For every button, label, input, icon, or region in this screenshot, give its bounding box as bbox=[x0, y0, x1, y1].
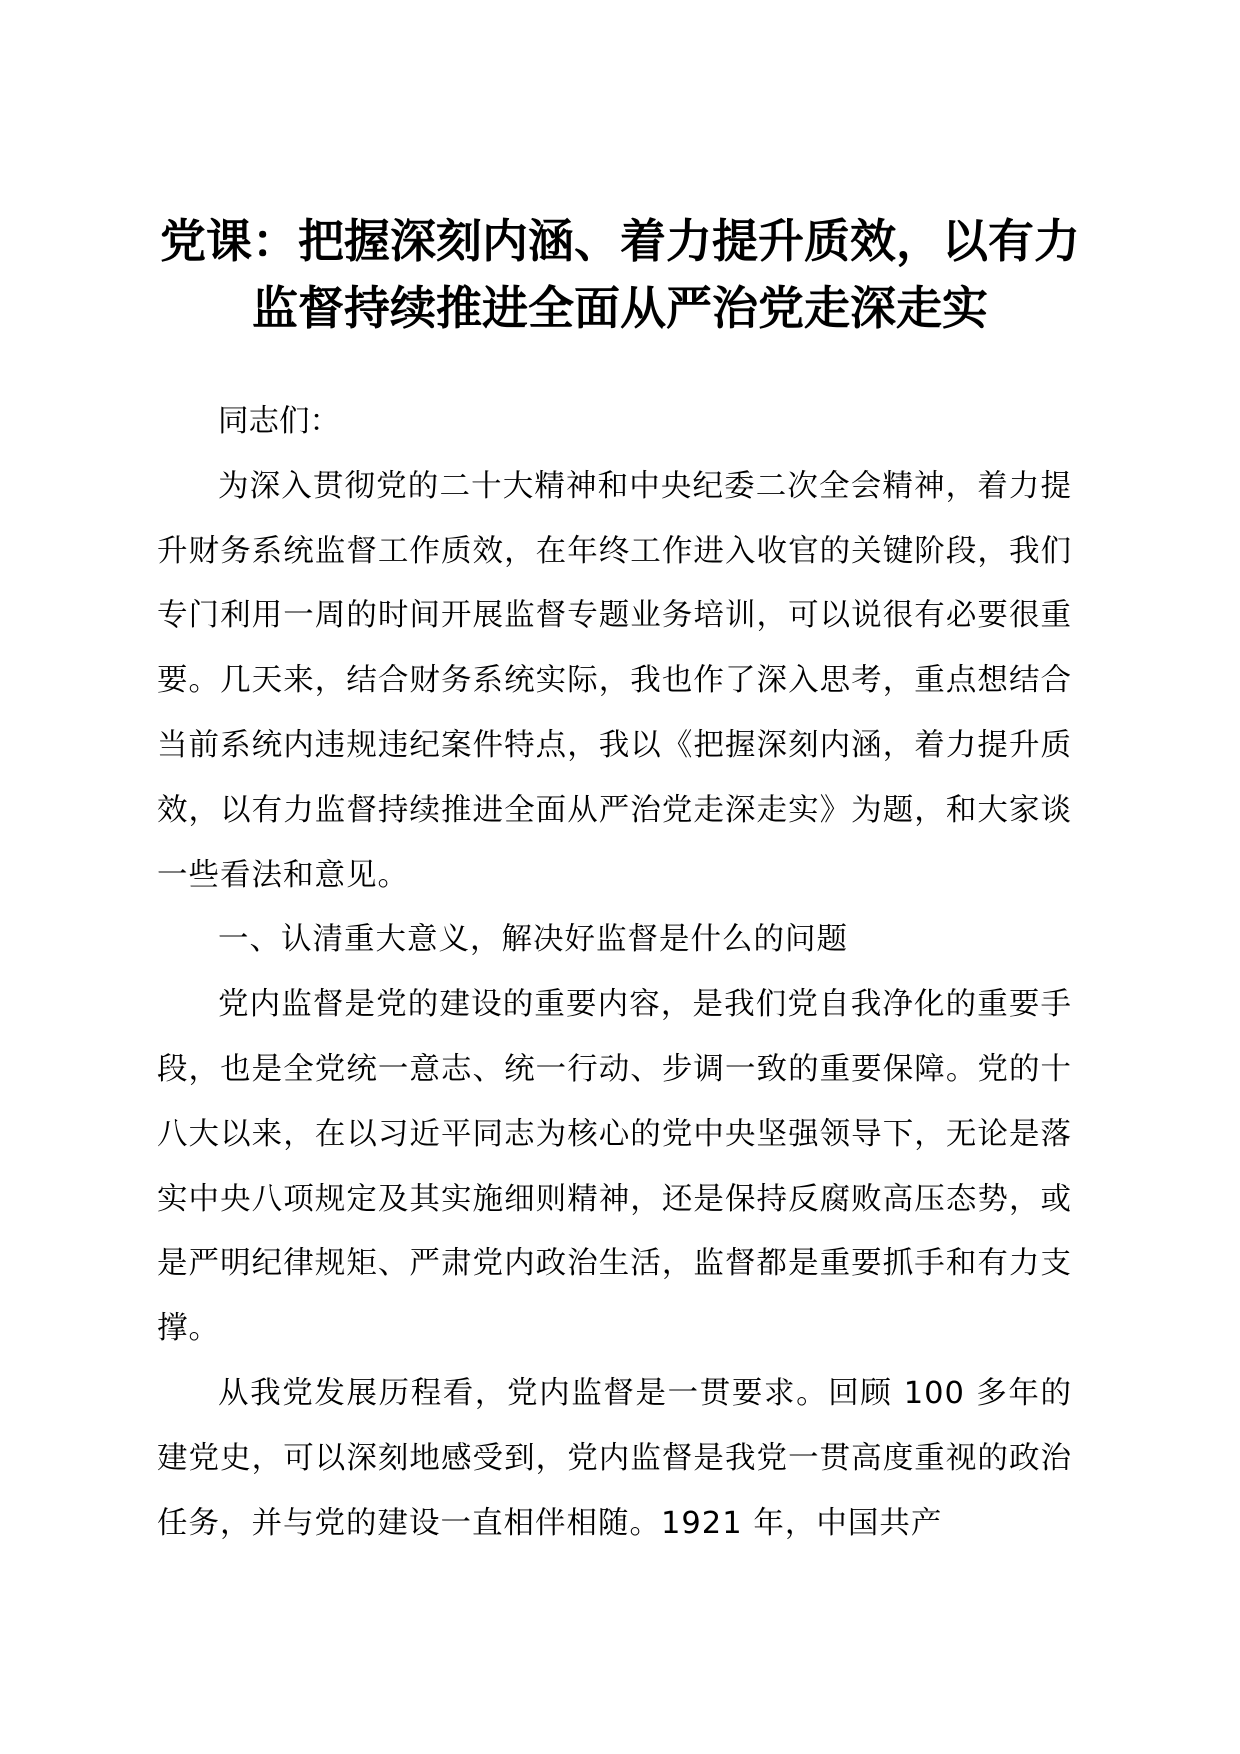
document-title bbox=[150, 208, 1090, 342]
title-line-2: 监督持续推进全面从严治党走深走实 bbox=[252, 281, 988, 335]
document-body bbox=[157, 390, 1072, 1556]
title-line-1: 党课：把握深刻内涵、着力提升质效，以有力 bbox=[160, 214, 1080, 268]
paragraph-supervision-importance: 党内监督是党的建设的重要内容，是我们党自我净化的重要手段，也是全党统一意志、统一行动、步调一致的重要保障。党的十八大以来，在以习近平同志为核心的党中央坚强领导下，无论是落实中央八项规定及其实施细则精神，还是保持反腐败高压态势，或是严明纪律规矩、严肃党内政治生活，监督都是重要抓手和有力支撑。 bbox=[157, 987, 1072, 1347]
paragraph-intro: 为深入贯彻党的二十大精神和中央纪委二次全会精神，着力提升财务系统监督工作质效，在年终工作进入收官的关键阶段，我们专门利用一周的时间开展监督专题业务培训，可以说很有必要很重要。几天来，结合财务系统实际，我也作了深入思考，重点想结合当前系统内违规违纪案件特点，我以《把握深刻内涵，着力提升质效，以有力监督持续推进全面从严治党走深走实》为题，和大家谈一些看法和意见。 bbox=[157, 468, 1072, 893]
paragraph-history: 从我党发展历程看，党内监督是一贯要求。回顾 100 多年的建党史，可以深刻地感受到，党内监督是我党一贯高度重视的政治任务，并与党的建设一直相伴相随。1921 年，中国共产 bbox=[157, 1375, 1072, 1541]
salutation: 同志们： bbox=[218, 404, 340, 439]
section-heading-1: 一、认清重大意义，解决好监督是什么的问题 bbox=[218, 922, 848, 958]
